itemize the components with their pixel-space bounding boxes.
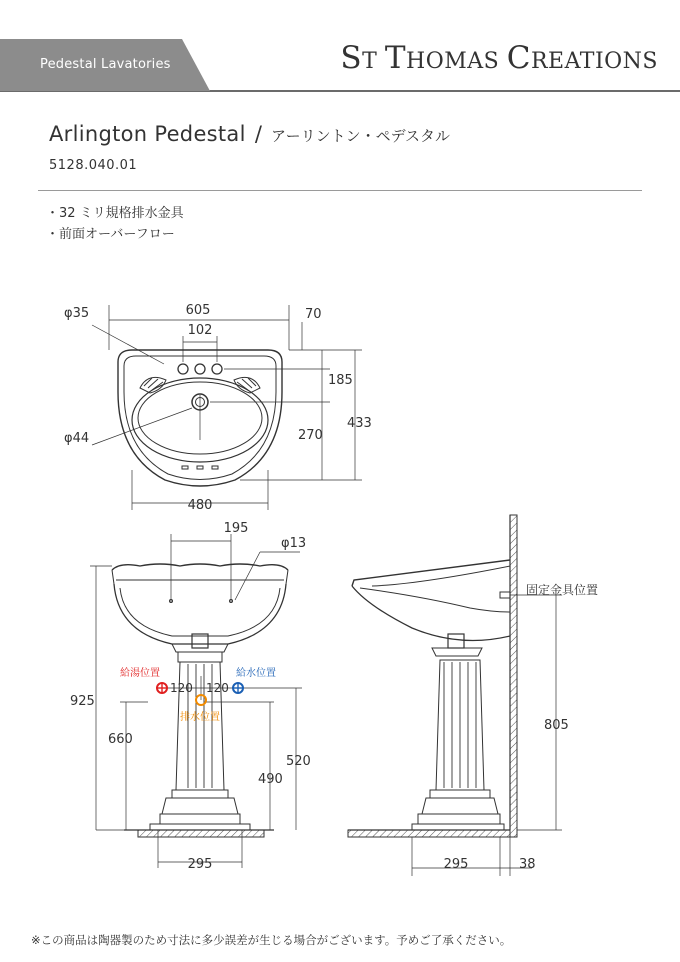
dim-drain-height: 660: [108, 732, 133, 747]
title-separator: /: [254, 122, 262, 146]
dim-fixing-spacing: 195: [223, 521, 249, 536]
side-view: [348, 515, 562, 876]
feature-list: [46, 202, 184, 244]
feature-item: ・32 ミリ規格排水金具: [46, 206, 184, 221]
dim-drain-diameter: φ44: [64, 431, 90, 446]
product-title: [49, 122, 450, 146]
fixing-position-label: 固定金具位置: [526, 583, 599, 597]
dim-wall-gap: 38: [519, 857, 536, 872]
dim-back-depth: 70: [305, 307, 322, 322]
dim-cold-offset: 120: [206, 681, 229, 695]
dim-total-depth: 433: [347, 416, 372, 431]
feature-item: ・前面オーバーフロー: [46, 227, 175, 242]
dim-bowl-width: 480: [187, 498, 213, 513]
dim-fixing-hole: φ13: [281, 536, 307, 551]
hot-water-label: 給湯位置: [120, 668, 160, 679]
footnote: ※この商品は陶器製のため寸法に多少誤差が生じる場合がございます。予めご了承ください。: [31, 933, 512, 947]
dim-drain-to-front: 270: [298, 428, 323, 443]
dim-tap-diameter: φ35: [64, 306, 90, 321]
dim-tap-spacing: 102: [187, 323, 213, 338]
dim-width: 605: [185, 303, 211, 318]
dim-base-width: 295: [187, 857, 213, 872]
product-name-en: Arlington Pedestal: [49, 122, 246, 146]
dim-fixing-height: 805: [544, 718, 569, 733]
divider: [38, 190, 642, 191]
dim-tap-to-back: 185: [328, 373, 353, 388]
drain-label: 排水位置: [180, 712, 220, 723]
dim-base-depth: 295: [443, 857, 469, 872]
product-name-jp: アーリントン・ペデスタル: [271, 127, 450, 145]
dim-supply-height: 520: [286, 754, 311, 769]
cold-water-label: 給水位置: [236, 668, 276, 679]
front-view: [90, 534, 302, 868]
dim-hot-offset: 120: [170, 681, 193, 695]
model-number: 5128.040.01: [49, 158, 138, 173]
dim-drain-centre-height: 490: [258, 772, 283, 787]
top-view: [92, 305, 362, 510]
dim-total-height: 925: [70, 694, 95, 709]
technical-drawing: [0, 290, 680, 872]
category-label: Pedestal Lavatories: [40, 57, 171, 72]
brand-logo: ST THOMAS CREATIONS: [340, 40, 658, 76]
